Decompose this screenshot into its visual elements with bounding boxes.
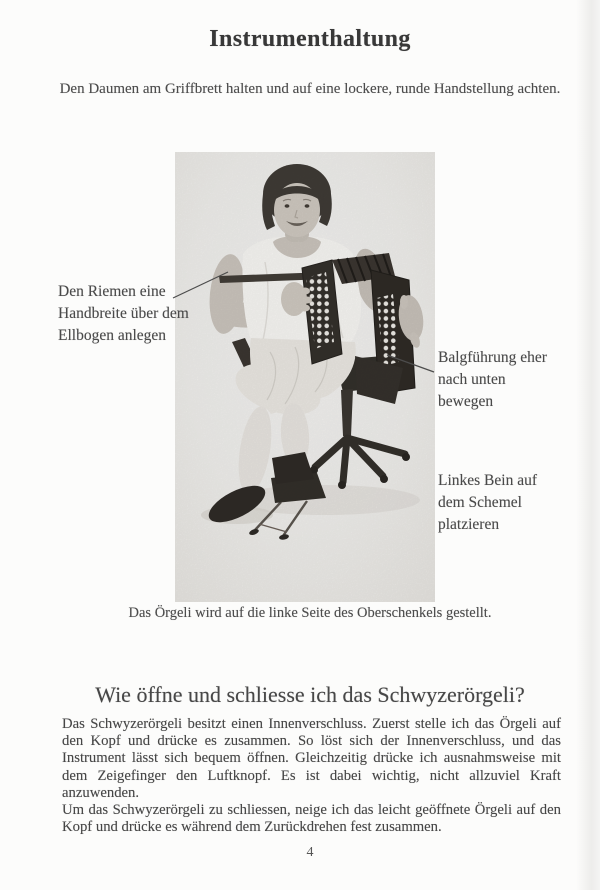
annotation-line: Ellbogen anlegen [58, 327, 167, 344]
annotation-line: bewegen [438, 393, 494, 410]
annotation-line: dem Schemel [438, 494, 522, 511]
page-title: Instrumenthaltung [209, 26, 411, 52]
instrument-posture-photo [175, 152, 435, 602]
annotation-line: platzieren [438, 516, 500, 533]
intro-text: Den Daumen am Griffbrett halten und auf eine lockere, runde Handstellung achten. [59, 81, 561, 97]
annotation-line: nach unten [438, 371, 506, 388]
annotation-line: Linkes Bein auf [438, 472, 538, 489]
photo-caption: Das Örgeli wird auf die linke Seite des Oberschenkels gestellt. [128, 605, 492, 621]
annotation-linkes-bein [438, 470, 578, 536]
section-heading: Wie öffne und schliesse ich das Schwyzerörgeli? [95, 682, 525, 707]
annotation-riemen [58, 281, 208, 347]
annotation-line: Den Riemen eine [58, 283, 166, 300]
section-body [62, 716, 561, 836]
annotation-line: Balgführung eher [438, 349, 547, 366]
annotation-balgfuehrung [438, 347, 578, 413]
body-paragraph-1: Das Schwyzerörgeli besitzt einen Innenverschluss. Zuerst stelle ich das Örgeli auf den Kopf und drücke es zusammen. So löst sich der Innenverschluss, und das Instrument lässt sich bequem öffnen. Gleichzeitig drücke ich ausnahmsweise mit dem Zeigefinger den Luftknopf. Es ist dabei wichtig, nicht allzuviel Kraft anzuwenden. [62, 716, 561, 801]
page-number: 4 [306, 845, 314, 860]
scan-edge-shadow [576, 0, 600, 890]
body-paragraph-2: Um das Schwyzerörgeli zu schliessen, neige ich das leicht geöffnete Örgeli auf den Kopf und drücke es während dem Zurückdrehen fest zusammen. [62, 802, 561, 836]
annotation-line: Handbreite über dem [58, 305, 189, 322]
